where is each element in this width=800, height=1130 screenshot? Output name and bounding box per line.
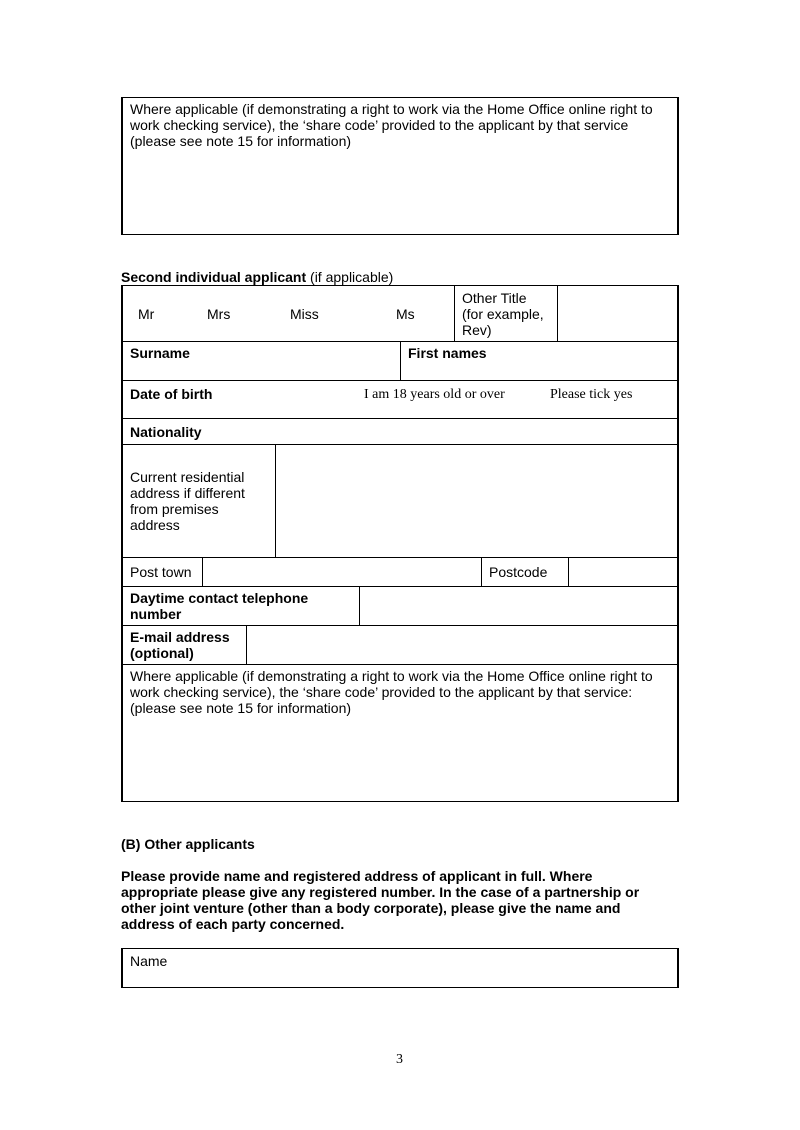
title-ms[interactable]: Ms bbox=[396, 306, 415, 322]
surname-label: Surname bbox=[130, 345, 190, 361]
second-applicant-heading-bold: Second individual applicant bbox=[121, 269, 307, 285]
title-mrs[interactable]: Mrs bbox=[207, 306, 231, 322]
phone-label: Daytime contact telephone number bbox=[130, 590, 309, 622]
postcode-label: Postcode bbox=[489, 564, 548, 580]
surname-input[interactable] bbox=[122, 362, 400, 379]
email-label: E-mail address (optional) bbox=[130, 629, 230, 661]
address-input[interactable] bbox=[276, 445, 677, 556]
email-input[interactable] bbox=[247, 626, 677, 663]
address-label: Current residential address if different from premises address bbox=[130, 469, 245, 533]
nationality-input[interactable] bbox=[215, 419, 677, 444]
other-title-input[interactable] bbox=[558, 286, 677, 340]
page-number: 3 bbox=[396, 1052, 403, 1067]
post-town-label: Post town bbox=[130, 564, 192, 580]
share-code-input-2[interactable] bbox=[122, 720, 677, 800]
first-names-input[interactable] bbox=[401, 362, 677, 379]
post-town-input[interactable] bbox=[203, 558, 481, 585]
tick-yes-label[interactable]: Please tick yes bbox=[550, 387, 633, 402]
share-code-label-2: Where applicable (if demonstrating a right to work via the Home Office online right to work checking service), the ‘share code’ provided to the applicant by that service: (please see note 15 for information) bbox=[130, 668, 653, 716]
first-names-label: First names bbox=[408, 345, 487, 361]
dob-label: Date of birth bbox=[130, 386, 213, 402]
other-applicants-heading: (B) Other applicants bbox=[121, 836, 255, 852]
share-code-label-1: Where applicable (if demonstrating a right to work via the Home Office online right to work checking service), the ‘share code’ provided to the applicant by that service (please see note 15 for information) bbox=[130, 101, 653, 149]
title-other: Other Title (for example, Rev) bbox=[462, 290, 544, 338]
phone-input[interactable] bbox=[360, 587, 677, 624]
postcode-input[interactable] bbox=[569, 558, 677, 585]
title-miss[interactable]: Miss bbox=[290, 306, 319, 322]
nationality-label: Nationality bbox=[130, 424, 202, 440]
age-statement: I am 18 years old or over bbox=[364, 387, 505, 402]
name-box[interactable] bbox=[121, 948, 679, 988]
dob-input[interactable] bbox=[225, 381, 355, 417]
name-label: Name bbox=[130, 953, 168, 969]
other-applicants-instructions: Please provide name and registered address of applicant in full. Where appropriate please give any registered number. In the case of a partnership or other joint venture (other than a body corporate), please give the name and address of each party concerned. bbox=[121, 868, 640, 932]
second-applicant-heading bbox=[121, 253, 393, 285]
second-applicant-heading-note: (if applicable) bbox=[306, 269, 394, 285]
title-mr[interactable]: Mr bbox=[138, 306, 155, 322]
